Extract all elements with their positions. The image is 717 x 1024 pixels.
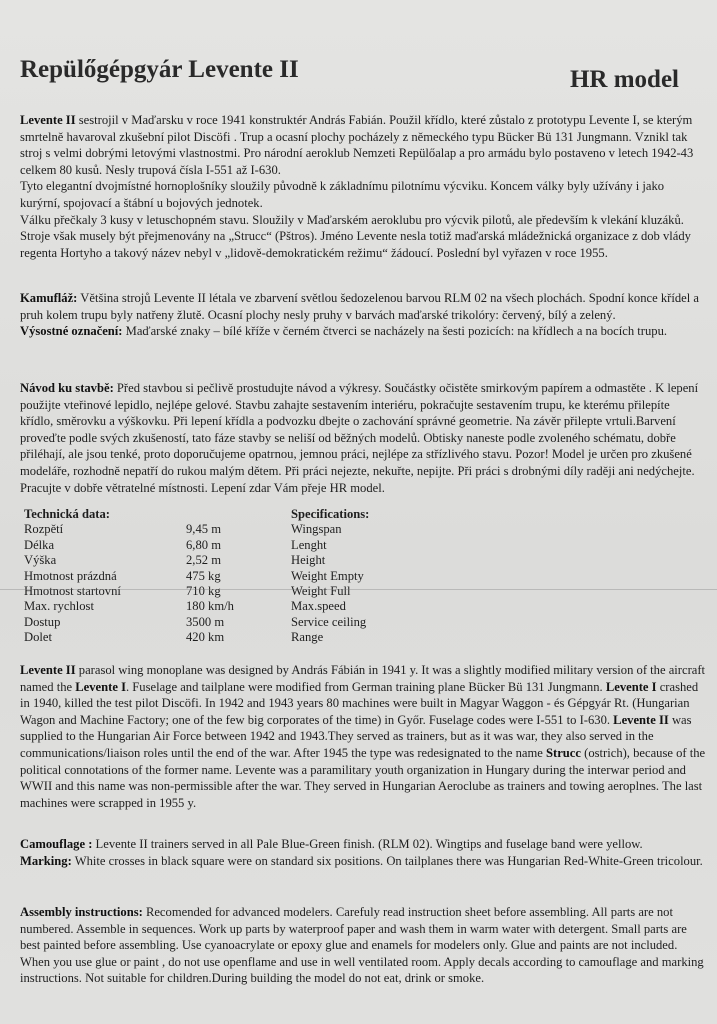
paragraph-text: (ostrich), because of the political connotations of the former name. Levente was a paramilitary youth organization in Hungary during the interwar period and WWII and this name was non-permissible after the war. They served in Hungarian Aeroclube as trainers and towing aeroplnes. The last machines were scrapped in 1955 y. bbox=[20, 745, 706, 810]
table-cell: Lenght bbox=[291, 537, 327, 552]
czech-history-paragraph-2: Tyto elegantní dvojmístné hornoplošníky sloužily původně k základnímu pilotnímu výcviku. Koncem války byly užívány i jako kurýrní, spojovací a štábní u bojových jednotek. bbox=[20, 179, 665, 210]
czech-history-paragraph-3: Válku přečkaly 3 kusy v letuschopném stavu. Sloužily v Maďarském aeroklubu pro výcvik pilotů, ale především k vlekání kluzáků. Stroje však musely být přejmenovány na „Strucc“ (Pštros). Jméno Levente nesla totiž maďarská mládežnická organizace z dob vlády regenta Hortyho a takový název nebyl v „lidově-demokratickém režimu“ žádoucí. Poslední byl vyřazen v roce 1955. bbox=[20, 212, 691, 260]
table-cell: 6,80 m bbox=[186, 537, 221, 552]
english-history-section bbox=[20, 662, 706, 811]
english-assembly-section bbox=[20, 904, 706, 987]
specifications-table bbox=[24, 507, 504, 647]
czech-camouflage-paragraph bbox=[20, 290, 706, 323]
table-cell: 420 km bbox=[186, 630, 225, 645]
bold-term: Levente II bbox=[613, 712, 669, 727]
czech-history-section bbox=[20, 112, 706, 261]
czech-history-paragraph-1 bbox=[20, 112, 706, 178]
paragraph-text: Recomended for advanced modelers. Carefuly read instruction sheet before assembling. All parts are not numbered. Assemble in sequences. Work up parts by waterproof paper and wash them in warm water with detergent. Small parts are best painted before assembling. Use cyanoacrylate or epoxy glue and enamels for modelers only. Glue and paints are not included. When you use glue or paint , do not use openflame and use in well ventilated room. Apply decals according to camouflage and marking instructions. Not suitable for children.During building the model do not eat, drink or smoke. bbox=[20, 905, 704, 986]
paragraph-text: . Fuselage and tailplane were modified from German training plane Bücker Bü 131 Jungmann. bbox=[125, 679, 606, 694]
table-cell: Max.speed bbox=[291, 599, 346, 614]
bold-term: Levente I bbox=[605, 679, 657, 694]
czech-assembly-section bbox=[20, 380, 706, 496]
paragraph-text: Levente II trainers served in all Pale Blue-Green finish. (RLM 02). Wingtips and fuselage band were yellow. bbox=[92, 837, 643, 851]
table-cell: Wingspan bbox=[291, 522, 342, 537]
table-cell: Rozpětí bbox=[24, 522, 64, 537]
czech-camouflage-section bbox=[20, 290, 706, 340]
paragraph-text: sestrojil v Maďarsku v roce 1941 konstruktér András Fabián. Použil křídlo, které zůstalo z prototypu Levente I, se kterým smrtelně havaroval zkušební pilot Discöfi . Trup a ocasní plochy pocházely z německého typu Bücker Bü 131 Jungmann. Vznikl tak stroj s velmi dobrými letovými vlastnostmi. Pro národní aeroklub Nemzeti Repülőalap a pro armádu bylo postaveno v letech 1942-43 celkem 80 kusů. Nesly trupová čísla I-551 až I-630. bbox=[20, 113, 694, 177]
paragraph-text: Před stavbou si pečlivě prostudujte návod a výkresy. Součástky očistěte smirkovým papírem a odmastěte . K lepení použijte vteřinové lepidlo, nejlépe gelové. Stavbu zahajte sestavením interiéru, pokračujte sestavením trupu, ke kterému přilepíte křídlo, směrovku a výškovku. Při lepení křídla a podvozku dbejte o zachování správné geometrie. Na závěr přilepte vrtuli.Barvení proveďte podle svých zkušeností, tato fáze stavby se neliší od běžných modelů. Obtisky naneste podle zvoleného schématu, dobře přiléhají, ale jsou tenké, proto doporučujeme opatrnou, jemnou práci, nejlépe za střízlivého stavu. Pozor! Model je určen pro zkušené modeláře, rozhodně nepatří do rukou malým dětem. Při práci nejezte, nekuřte, nepijte. Při práci s drobnými díly raději ani nedýchejte. Pracujte v dobře větratelné místnosti. Lepení zdar Vám přeje HR model. bbox=[20, 381, 699, 495]
table-cell: Hmotnost prázdná bbox=[24, 568, 117, 583]
table-cell: 710 kg bbox=[186, 583, 221, 598]
table-cell: Service ceiling bbox=[291, 614, 367, 629]
english-camouflage-paragraph bbox=[20, 836, 706, 853]
bold-term: Levente II bbox=[20, 663, 76, 677]
section-label: Assembly instructions: bbox=[20, 905, 143, 919]
table-cell: 9,45 m bbox=[186, 522, 221, 537]
header bbox=[20, 52, 679, 102]
paragraph-text: parasol wing monoplane was designed by András Fábián in 1941 y. It was a slightly modified military version of the aircraft named the bbox=[20, 663, 706, 694]
bold-term: Strucc bbox=[546, 745, 581, 760]
table-cell: Weight Full bbox=[291, 583, 351, 598]
table-cell: Hmotnost startovní bbox=[24, 583, 121, 598]
czech-assembly-paragraph bbox=[20, 380, 706, 496]
english-history-paragraph bbox=[20, 662, 706, 811]
table-cell: 475 kg bbox=[186, 568, 221, 583]
paragraph-text: White crosses in black square were on standard six positions. On tailplanes there was Hungarian Red-White-Green tricolour. bbox=[71, 853, 703, 868]
page-title: Repülőgépgyár Levente II bbox=[20, 56, 299, 83]
section-label: Marking: bbox=[20, 853, 72, 868]
table-cell: Range bbox=[291, 630, 324, 645]
table-cell: Dostup bbox=[24, 614, 61, 629]
paragraph-text: Většina strojů Levente II létala ve zbarvení světlou šedozelenou barvou RLM 02 na všech plochách. Spodní konce křídel a pruh kolem trupu byly natřeny žlutě. Ocasní plochy nesly pruhy v barvách maďarské trikolóry: červený, bílý a zelený. bbox=[20, 291, 699, 322]
czech-labels-column bbox=[24, 507, 184, 646]
paragraph-text: Maďarské znaky – bílé kříže v černém čtverci se nacházely na šesti pozicích: na křídlech a na bocích trupu. bbox=[122, 324, 668, 339]
section-label: Výsostné označení: bbox=[20, 324, 123, 339]
table-header-czech: Technická data: bbox=[24, 507, 110, 521]
table-cell: Weight Empty bbox=[291, 568, 364, 583]
table-cell: Height bbox=[291, 553, 326, 568]
english-marking-paragraph bbox=[20, 853, 706, 870]
table-cell: Dolet bbox=[24, 630, 52, 645]
section-label: Camouflage : bbox=[20, 837, 93, 851]
bold-term: Levente I bbox=[75, 679, 126, 694]
czech-marking-paragraph bbox=[20, 323, 706, 340]
table-header-spacer bbox=[186, 507, 286, 522]
bold-term: Levente II bbox=[20, 113, 76, 127]
table-header-english: Specifications: bbox=[291, 507, 370, 521]
table-cell: Délka bbox=[24, 537, 55, 552]
table-cell: 180 km/h bbox=[186, 599, 234, 614]
paragraph-text: was supplied to the Hungarian Air Force between 1942 and 1943.They served as trainers, but as it was war, they also served in the communications/liaison roles until the end of the war. After 1945 the type was redesignated to the name bbox=[20, 712, 692, 760]
table-cell: 3500 m bbox=[186, 614, 225, 629]
paper-fold-line bbox=[0, 589, 717, 590]
table-cell: 2,52 m bbox=[186, 553, 221, 568]
table-cell: Max. rychlost bbox=[24, 599, 94, 614]
paragraph-text: crashed in 1940, killed the test pilot Discöfi. In 1942 and 1943 years 80 machines were built in Magyar Waggon - és Gépgyár Rt. (Hungarian Wagon and Machine Factory; one of the few big corporates of the time) in Győr. Fuselage codes were I-551 to I-630. bbox=[20, 679, 699, 727]
section-label: Návod ku stavbě: bbox=[20, 381, 114, 395]
brand-name: HR model bbox=[569, 66, 679, 93]
english-labels-column bbox=[291, 507, 491, 646]
table-cell: Výška bbox=[24, 553, 57, 568]
values-column bbox=[186, 507, 286, 646]
english-camouflage-section bbox=[20, 836, 706, 869]
section-label: Kamufláž: bbox=[20, 291, 78, 305]
english-assembly-paragraph bbox=[20, 904, 706, 987]
